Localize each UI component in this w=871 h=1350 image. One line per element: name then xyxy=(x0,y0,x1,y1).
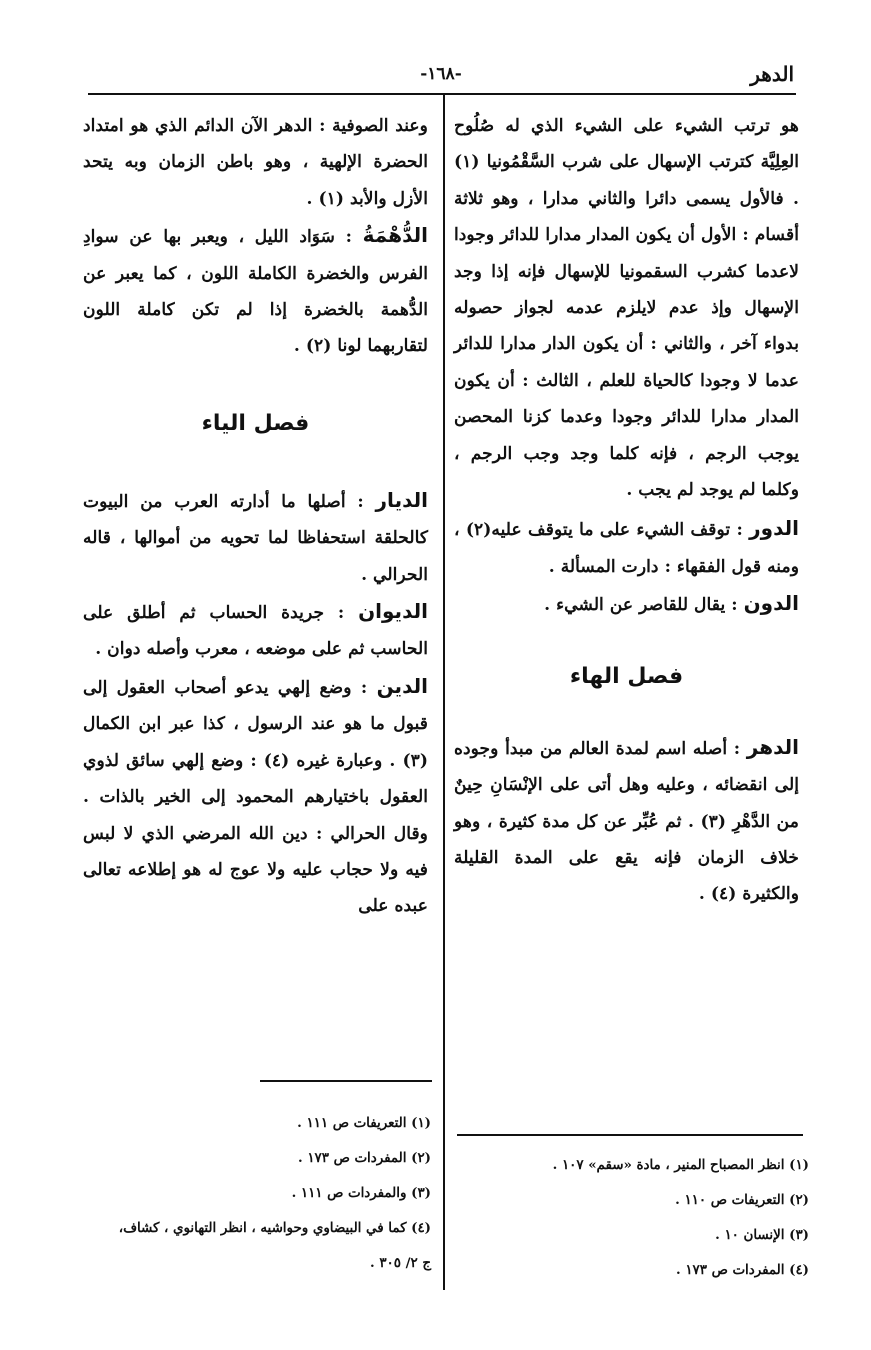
footnote-rule-left xyxy=(260,1080,432,1082)
entry-aldin xyxy=(83,668,428,925)
entry-text: : وضع إلهي يدعو أصحاب العقول إلى قبول ما هو عند الرسول ، كذا عبر ابن الكمال (٣) . وعبارة غيره (٤) : وضع إلهي سائق لذوي العقول باختيارهم المحمود إلى الخير بالذات . وقال الحرالي : دين الله المرضي الذي لا لبس فيه ولا حجاب عليه ولا عوج له هو إطلاعه تعالى عبده على xyxy=(83,677,428,917)
entry-text: : أصله اسم لمدة العالم من مبدأ وجوده إلى انقضائه ، وعليه وهل أتى على الإنْسَانِ حِينٌ من الدَّهْرِ (٣) . ثم عُبِّر عن كل مدة كثيرة ، وهو خلاف الزمان فإنه يقع على المدة القليلة والكثيرة (٤) . xyxy=(454,738,799,905)
running-head xyxy=(88,62,794,92)
entry-term: الدون xyxy=(743,591,799,616)
entry-continuation: هو ترتب الشيء على الشيء الذي له صُلُوح العِلِيَّة كترتب الإسهال على شرب السَّقْمُونيا (١) . فالأول يسمى دائرا والثاني مدارا ، وهو ثلاثة أقسام : الأول أن يكون المدار مدارا للدائر وجودا لاعدما كشرب السقمونيا للإسهال فإنه إذا وجد الإسهال وإذ عدم لايلزم عدمه لجواز حصوله بدواء آخر ، والثاني : أن يكون الدار مدارا للدائر عدما لا وجودا كالحياة للعلم ، الثالث : أن يكون المدار مدارا للدائر وجودا وعدما كزنا المحصن يوجب الرجم ، فإنه كلما وجد وجب الرجم ، وكلما لم يوجد لم يجب . xyxy=(454,116,799,501)
footnote: (٢) المفردات ص ١٧٣ . xyxy=(298,1150,431,1166)
entry-text: : يقال للقاصر عن الشيء . xyxy=(544,595,744,616)
entry-aldun xyxy=(454,585,799,623)
footnotes-right xyxy=(449,1148,809,1288)
entry-text: : سَوَاد الليل ، ويعبر بها عن سوادِ الفرس والخضرة الكاملة اللون ، كما يعبر عن الدُّهمة بالخضرة إذا لم تكن كاملة اللون لتقاربهما لونا (٢) . xyxy=(83,227,428,357)
footnote: (٤) كما في البيضاوي وحواشيه ، انظر التهانوي ، كشاف، xyxy=(118,1220,431,1236)
entry-term: الدين xyxy=(376,673,428,698)
footnote: (٤) المفردات ص ١٧٣ . xyxy=(676,1262,809,1278)
running-head-word: الدهر xyxy=(750,62,794,86)
entry-term: الديار xyxy=(375,487,428,512)
footnote: (٣) والمفردات ص ١١١ . xyxy=(291,1185,431,1201)
footnote: (١) التعريفات ص ١١١ . xyxy=(297,1115,431,1131)
footnote: (٢) التعريفات ص ١١٠ . xyxy=(675,1192,809,1208)
entry-term: الدُّهْمَةُ xyxy=(362,223,428,248)
footnote-rule-right xyxy=(457,1134,803,1136)
footnote: ج ٢/ ٣٠٥ . xyxy=(370,1255,431,1271)
entry-text: : جريدة الحساب ثم أطلق على الحاسب ثم على موضعه ، معرب وأصله دوان . xyxy=(83,603,428,660)
header-rule xyxy=(88,93,796,95)
left-column xyxy=(83,108,428,925)
entry-continuation: وعند الصوفية : الدهر الآن الدائم الذي هو امتداد الحضرة الإلهية ، وهو باطن الزمان وبه يتحد الأزل والأبد (١) . xyxy=(83,116,428,209)
footnote: (١) انظر المصباح المنير ، مادة «سقم» ١٠٧ . xyxy=(552,1157,809,1173)
entry-aldiyar xyxy=(83,482,428,593)
entry-aldahr xyxy=(454,729,799,913)
column-divider xyxy=(443,95,445,1290)
entry-text: : توقف الشيء على ما يتوقف عليه(٢) ، ومنه قول الفقهاء : دارت المسألة . xyxy=(454,520,799,577)
entry-aldiwan xyxy=(83,593,428,668)
right-column xyxy=(454,108,799,913)
footnote: (٣) الإنسان ١٠ . xyxy=(715,1227,809,1243)
entry-term: الدور xyxy=(749,516,799,541)
section-title-yaa: فصل الياء xyxy=(201,410,310,436)
section-title-haa: فصل الهاء xyxy=(569,663,684,689)
entry-term: الدهر xyxy=(746,734,799,759)
entry-text: : أصلها ما أدارته العرب من البيوت كالحلقة استحفاظا لما تحويه من أموالها ، قاله الحرالي . xyxy=(83,491,428,585)
footnotes-left xyxy=(61,1106,431,1281)
entry-term: الديوان xyxy=(358,599,428,624)
entry-aldawr xyxy=(454,510,799,585)
page-number: -١٦٨- xyxy=(420,64,462,84)
entry-aldhuhma xyxy=(83,217,428,365)
